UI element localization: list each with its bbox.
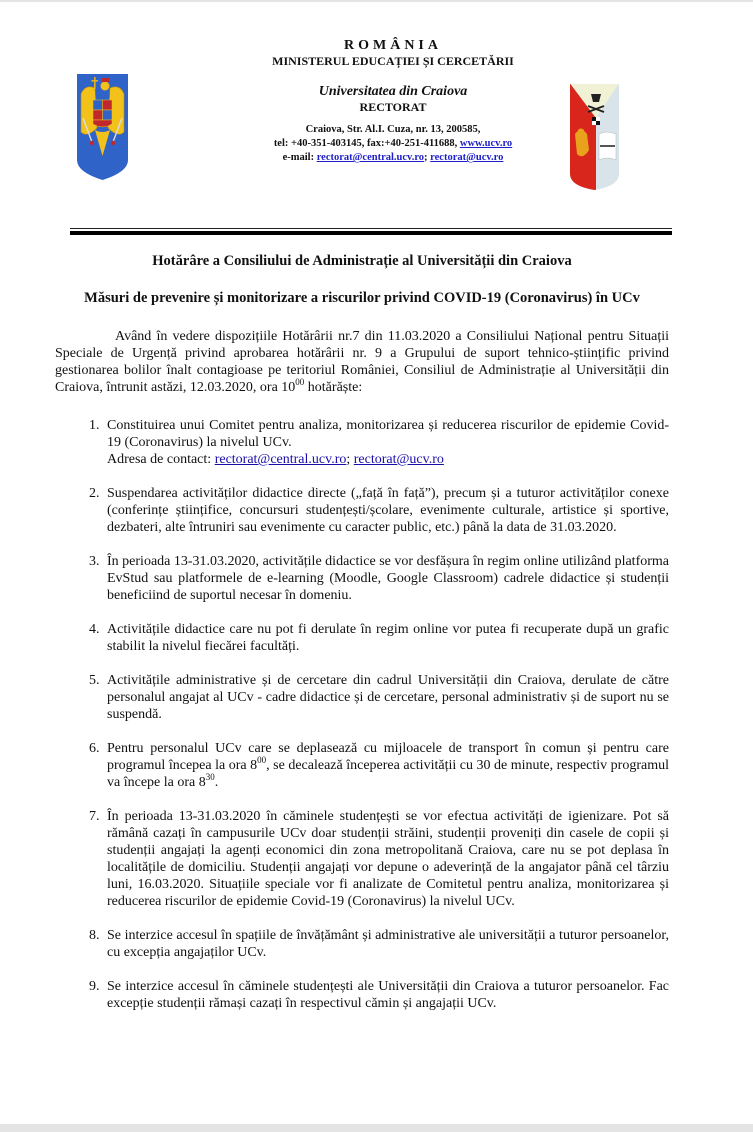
contact-email-rectorat[interactable]: rectorat@ucv.ro — [353, 452, 444, 467]
document-body — [55, 252, 669, 1029]
item-text: Constituirea unui Comitet pentru analiza, monitorizarea și reducerea riscurilor de epidemie Covid-19 (Coronavirus) la nivelul UCv. — [107, 418, 669, 450]
item-text: În perioada 13-31.03.2020 în căminele studențești se vor efectua activități de igienizare. Pot să rămână cazați în campusurile UCv doar studenții străini, studenții proveniți din casele de copii și studenții angajați la agenți economici din zona metropolitană Craiova, care nu se pot deplasa în localitățile de domiciliu. Studenții angajați vor depune o adeverință de la angajator până cel târziu luni, 16.03.2020. Situațiile speciale vor fi analizate de Comitetul pentru analiza, monitorizarea și reducerea riscurilor de epidemie Covid-19 (Coronavirus) la nivelul UCv. — [107, 809, 669, 909]
country-name: ROMÂNIA — [344, 38, 442, 53]
phone-fax: tel: +40-351-403145, fax:+40-251-411688, — [273, 137, 460, 149]
item-number: 6. — [89, 741, 100, 756]
item-text: Se interzice accesul în spațiile de învățământ și administrative ale universității a tuturor persoanelor, cu excepția angajaților UCv. — [107, 928, 669, 960]
item-text: Activitățile didactice care nu pot fi derulate în regim online vor putea fi recuperate după un grafic stabilit la nivelul fiecărei facultăți. — [107, 622, 669, 654]
decision-title: Hotărâre a Consiliului de Administrație al Universității din Craiova — [152, 253, 572, 269]
email-link-central[interactable]: rectorat@central.ucv.ro — [316, 152, 425, 164]
phone-fax-line — [233, 137, 553, 151]
viewer-bottom-edge — [0, 1124, 753, 1132]
item-number: 3. — [89, 554, 100, 569]
romania-coat-of-arms-icon — [75, 72, 130, 182]
university-name: Universitatea din Craiova — [318, 83, 468, 99]
contact-block — [233, 123, 553, 166]
intro-paragraph: Având în vedere dispozițiile Hotărârii nr.7 din 11.03.2020 a Consiliului Național pentru Situații Speciale de Urgență privind aprobarea hotărârii nr. 9 a Grupului de suport tehnico-științific privind gestionarea bolilor înalt contagioase pe teritoriul României, Consiliul de Administrație al Universității din Craiova, întrunit astăzi, 12.03.2020, ora $10^{00}$ hotărăște: — [55, 329, 669, 395]
item-text: Pentru personalul UCv care se deplasează cu mijloacele de transport în comun și pentru care programul începea la ora $8^{00}$, se decalează începerea activității cu 30 de minute, respectiv programul va începe la ora $8^{30}$. — [107, 741, 670, 790]
university-craiova-crest-icon — [569, 82, 620, 192]
office-name: RECTORAT — [359, 99, 427, 114]
header-divider — [70, 228, 672, 235]
measure-item-7 — [55, 808, 669, 910]
measure-item-4 — [55, 621, 669, 655]
measure-item-9 — [55, 978, 669, 1012]
item-number: 5. — [89, 673, 100, 688]
measure-item-8 — [55, 927, 669, 961]
website-link[interactable]: www.ucv.ro — [459, 137, 513, 149]
email-separator: ; — [424, 152, 431, 164]
decision-subtitle: Măsuri de prevenire și monitorizare a riscurilor privind COVID-19 (Coronavirus) în UCv — [84, 290, 640, 306]
measure-item-5 — [55, 672, 669, 723]
contact-line: Adresa de contact: rectorat@central.ucv.ro; rectorat@ucv.ro — [107, 452, 444, 467]
item-text: Se interzice accesul în căminele studențești ale Universității din Craiova a tuturor persoanelor. Fac excepție studenții rămași cazați în respectivul cămin și angajații UCv. — [107, 979, 669, 1011]
ministry-name: MINISTERUL EDUCAȚIEI ȘI CERCETĂRII — [272, 54, 514, 69]
item-number: 7. — [89, 809, 100, 824]
item-number: 9. — [89, 979, 100, 994]
letterhead — [0, 0, 753, 240]
measure-item-2 — [55, 485, 669, 536]
email-line — [233, 151, 553, 165]
item-number: 4. — [89, 622, 100, 637]
time-superscript: 00 — [295, 377, 305, 387]
postal-address: Craiova, Str. Al.I. Cuza, nr. 13, 200585, — [305, 123, 481, 135]
item-number: 8. — [89, 928, 100, 943]
measure-item-6 — [55, 740, 669, 791]
email-label: e-mail: — [282, 152, 317, 164]
letterhead-text — [233, 38, 553, 165]
item-number: 1. — [89, 418, 100, 433]
measure-item-3 — [55, 553, 669, 604]
measures-list — [55, 417, 669, 1012]
measure-item-1 — [55, 417, 669, 468]
item-text: Activitățile administrative și de cercetare din cadrul Universității din Craiova, derulate de către personalul angajat al UCv - cadre didactice și de cercetare, personal administrativ și de suport nu se suspendă. — [107, 673, 669, 722]
item-text: În perioada 13-31.03.2020, activitățile didactice se vor desfășura în regim online utilizând platforma EvStud sau platformele de e-learning (Moodle, Google Classroom) cadrele didactice și studenții beneficiind de suportul necesar în domeniu. — [107, 554, 669, 603]
item-text: Suspendarea activităților didactice directe („față în față”), precum și a tuturor activităților conexe (conferințe științifice, concursuri studențești/școlare, evenimente culturale, artistice și sportive, dezbateri, alte întruniri sau evenimente cu caracter public, etc.) până la data de 31.03.2020. — [107, 486, 669, 535]
item-number: 2. — [89, 486, 100, 501]
contact-email-central[interactable]: rectorat@central.ucv.ro — [214, 452, 347, 467]
email-link-rectorat[interactable]: rectorat@ucv.ro — [430, 152, 504, 164]
